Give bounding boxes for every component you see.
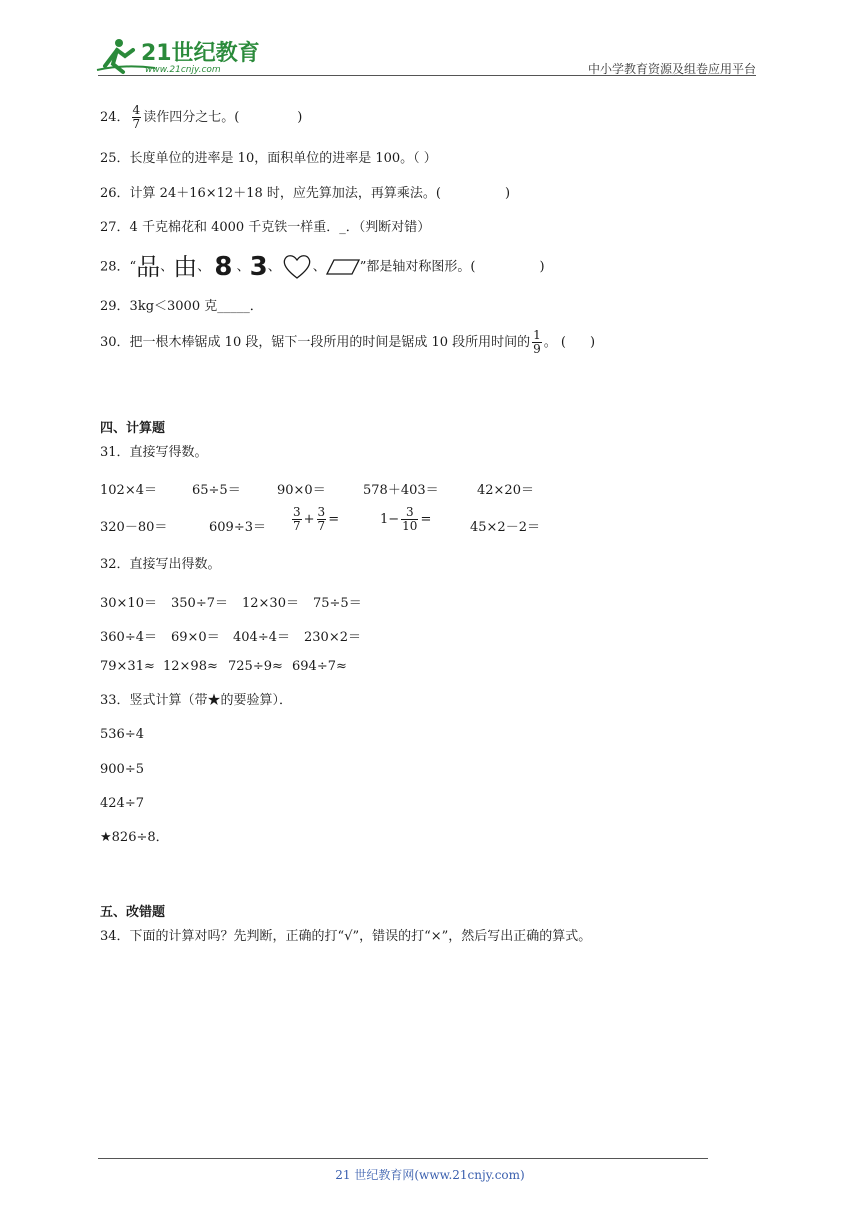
heart-icon: [281, 253, 313, 281]
header-divider: [98, 75, 756, 76]
glyph-three: 3: [249, 252, 268, 282]
fraction-4-7: $\frac{4}{7}$: [132, 103, 141, 131]
calc-item: 350÷7＝: [171, 596, 228, 611]
vertical-calc-item-starred: ★826÷8．: [100, 830, 169, 845]
calc-item: 230×2＝: [304, 630, 361, 645]
calc-item: 404÷4＝: [233, 630, 290, 645]
calc-item: 609÷3＝: [209, 520, 266, 535]
footer-link[interactable]: 21 世纪教育网(www.21cnjy.com): [335, 1168, 525, 1182]
section-4-title: 四、计算题: [100, 421, 166, 436]
fraction-1-9: $\frac{1}{9}$: [533, 328, 541, 356]
calc-item: 320－80＝: [100, 520, 168, 535]
glyph-eight: 8: [214, 252, 233, 282]
calc-item: 90×0＝: [277, 483, 326, 498]
section-5-title: 五、改错题: [100, 905, 166, 920]
vertical-calc-item: 536÷4: [100, 727, 144, 742]
question-30: 30．把一根木棒锯成 10 段，锯下一段所用的时间是锯成 10 段所用时间的 $\frac{1}{9}$ 。 ( ): [100, 328, 596, 356]
fraction-sum-item: $\frac{3}{7}$ + $\frac{3}{7}$ =: [293, 505, 340, 533]
calc-item: 578＋403＝: [363, 483, 439, 498]
fraction-diff-item: 1− $\frac{3}{10}$ =: [380, 505, 432, 533]
question-32-title: 32．直接写出得数。: [100, 557, 221, 572]
vertical-calc-item: 900÷5: [100, 762, 144, 777]
logo-url-text: www.21cnjy.com: [145, 65, 221, 75]
logo-main-text: 21世纪教育: [141, 41, 260, 66]
question-26: 26．计算 24＋16×12＋18 时，应先算加法，再算乘法。( ): [100, 186, 511, 201]
calc-item: 42×20＝: [477, 483, 534, 498]
header-site-name: 中小学教育资源及组卷应用平台: [587, 62, 756, 76]
site-logo: [95, 36, 265, 78]
calc-item: 694÷7≈: [292, 659, 347, 674]
question-31-title: 31．直接写得数。: [100, 445, 208, 460]
calc-item: 12×30＝: [242, 596, 299, 611]
calc-item: 360÷4＝: [100, 630, 157, 645]
calc-item: 725÷9≈: [228, 659, 283, 674]
question-24: 24． $\frac{4}{7}$ 读作四分之七。( ): [100, 103, 303, 131]
calc-item: 102×4＝: [100, 483, 157, 498]
question-25: 25．长度单位的进率是 10，面积单位的进率是 100。（ ）: [100, 151, 437, 166]
calc-item: 65÷5＝: [192, 483, 241, 498]
parallelogram-icon: [326, 257, 360, 277]
question-33-title: 33．竖式计算（带★的要验算）．: [100, 693, 293, 708]
calc-item: 30×10＝: [100, 596, 157, 611]
vertical-calc-item: 424÷7: [100, 796, 144, 811]
question-29: 29．3kg＜3000 克_____．: [100, 299, 263, 314]
glyph-pin: 品: [136, 253, 161, 281]
question-28: 28．“品、由、 8 、3、 、 ”都是轴对称图形。( ): [100, 252, 545, 282]
calc-item: 79×31≈: [100, 659, 155, 674]
calc-item: 12×98≈: [163, 659, 218, 674]
question-34: 34．下面的计算对吗？先判断，正确的打“√”，错误的打“×”，然后写出正确的算式。: [100, 929, 592, 944]
footer-divider: [98, 1158, 708, 1159]
calc-item: 45×2－2＝: [470, 520, 540, 535]
calc-item: 75÷5＝: [313, 596, 362, 611]
calc-item: 69×0＝: [171, 630, 220, 645]
question-27: 27．4 千克棉花和 4000 千克铁一样重．_．（判断对错）: [100, 220, 431, 235]
glyph-you: 由: [173, 253, 198, 281]
